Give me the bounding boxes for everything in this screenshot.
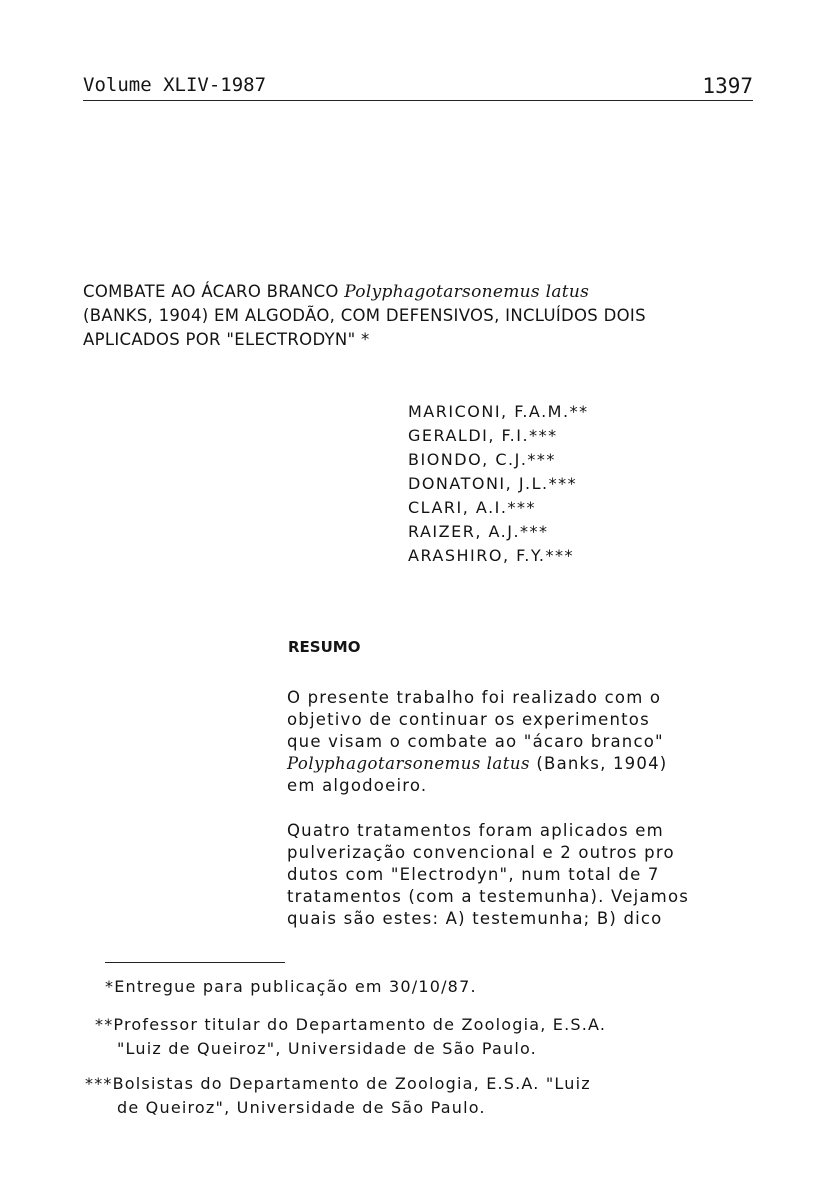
article-title <box>83 280 763 352</box>
author-item: BIONDO, C.J.*** <box>408 450 556 469</box>
title-line-3: APLICADOS POR "ELECTRODYN" * <box>83 330 370 349</box>
author-item: DONATONI, J.L.*** <box>408 474 578 493</box>
author-item: MARICONI, F.A.M.** <box>408 402 589 421</box>
title-line-2: (BANKS, 1904) EM ALGODÃO, COM DEFENSIVOS, INCLUÍDOS DOIS <box>83 306 646 325</box>
author-item: GERALDI, F.I.*** <box>408 426 558 445</box>
footnote-2: **Professor titular do Departamento de Zoologia, E.S.A. "Luiz de Queiroz", Universidade de São Paulo. <box>95 1015 607 1058</box>
abstract-paragraph-1: O presente trabalho foi realizado com o objetivo de continuar os experimentos que visam o combate ao "ácaro branco" Polyphagotarsonemus latus (Banks, 1904) em algodoeiro. <box>287 688 668 795</box>
author-item: CLARI, A.I.*** <box>408 498 536 517</box>
abstract-species-name: Polyphagotarsonemus latus <box>287 754 530 773</box>
footnote-3: ***Bolsistas do Departamento de Zoologia, E.S.A. "Luiz de Queiroz", Universidade de São Paulo. <box>85 1074 591 1117</box>
page-header <box>83 70 753 101</box>
author-list <box>408 400 589 568</box>
title-line-1: COMBATE AO ÁCARO BRANCO Polyphagotarsonemus latus <box>83 282 590 302</box>
footnote-1: *Entregue para publicação em 30/10/87. <box>105 977 477 996</box>
abstract-paragraph-2: Quatro tratamentos foram aplicados em pulverização convencional e 2 outros pro dutos com "Electrodyn", num total de 7 tratamentos (com a testemunha). Vejamos quais são estes: A) testemunha; B) dico <box>287 821 690 928</box>
footnote-divider <box>105 962 285 963</box>
author-item: ARASHIRO, F.Y.*** <box>408 546 574 565</box>
title-species-name: Polyphagotarsonemus latus <box>344 282 590 302</box>
author-item: RAIZER, A.J.*** <box>408 522 549 541</box>
volume-label: Volume XLIV-1987 <box>83 74 267 96</box>
page-number: 1397 <box>702 74 753 98</box>
abstract-heading: RESUMO <box>288 638 361 656</box>
